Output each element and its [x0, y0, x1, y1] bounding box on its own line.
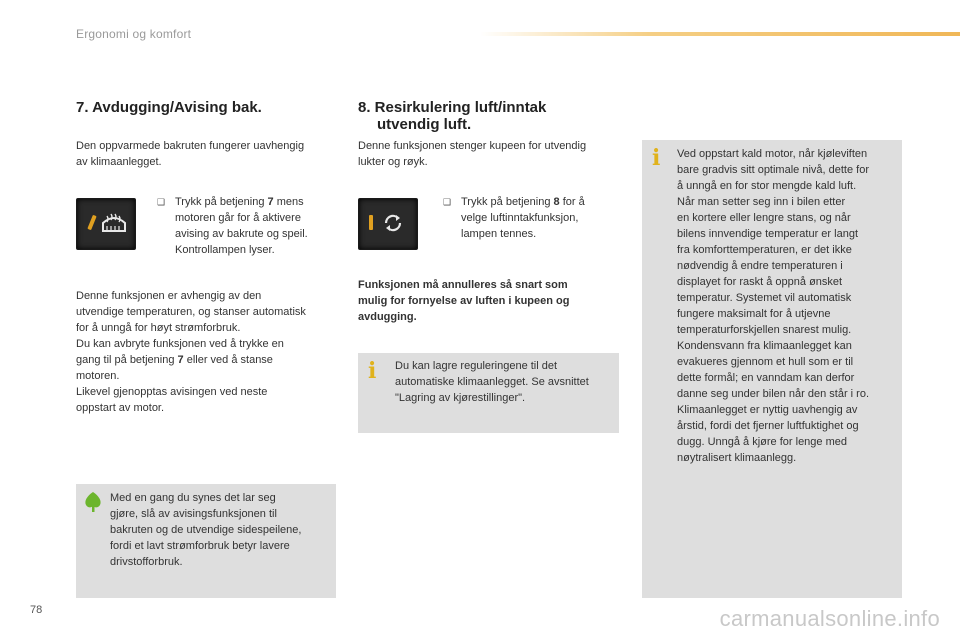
text-line: dette formål; en vanndam kan derfor: [677, 372, 855, 384]
section-title: Ergonomi og komfort: [76, 27, 192, 41]
text-line: fordi et lavt strømforbruk betyr lavere: [110, 540, 290, 552]
text-line: danne seg under bilen når den står i ro.: [677, 388, 870, 400]
eco-tip-text: [110, 490, 332, 570]
text-line: dugg. Unngå å kjøre for lenge med: [677, 436, 847, 448]
info-icon: i: [368, 358, 377, 384]
text-line: mulig for fornyelse av luften i kupeen og: [358, 295, 570, 307]
text-line: nødvendig å endre temperaturen i: [677, 260, 843, 272]
recirculation-instruction: [443, 194, 621, 242]
rear-window-heat-icon: [101, 211, 127, 233]
text-line: displayet for raskt å oppnå ønsket: [677, 276, 843, 288]
text-line: lukter og røyk.: [358, 156, 428, 168]
bullet-icon: ❑: [443, 197, 452, 207]
text-line: velge luftinntakfunksjon,: [461, 212, 579, 224]
indicator-lamp: [87, 215, 96, 230]
climate-info-box: [642, 140, 902, 598]
text-line: Denne funksjonen er avhengig av den: [76, 290, 262, 302]
text-line: lampen tennes.: [461, 228, 537, 240]
text-line: av klimaanlegget.: [76, 156, 162, 168]
text-line: Når man setter seg inn i bilen etter: [677, 196, 846, 208]
heading-recirculation: [358, 99, 618, 133]
text-line: avising av bakrute og speil.: [175, 228, 308, 240]
text-line: Ved oppstart kald motor, når kjøleviften: [677, 148, 868, 160]
climate-info-text: [677, 146, 899, 466]
recirculation-warning: [358, 277, 628, 325]
text-line: Med en gang du synes det lar seg: [110, 492, 276, 504]
text-line: gang til på betjening 7 eller ved å stanse: [76, 354, 273, 366]
memory-info-text: [395, 358, 615, 406]
text-line: avdugging.: [358, 311, 417, 323]
text-line: "Lagring av kjørestillinger".: [395, 392, 526, 404]
bullet-icon: ❑: [157, 197, 166, 207]
page-number: 78: [30, 604, 43, 616]
heading-line: 8. Resirkulering luft/inntak: [358, 99, 547, 116]
text-line: bakruten og de utvendige sidespeilene,: [110, 524, 302, 536]
text-line: drivstofforbruk.: [110, 556, 183, 568]
text-line: Du kan avbryte funksjonen ved å trykke en: [76, 338, 284, 350]
eco-leaf-icon: [83, 491, 103, 513]
text-line: Klimaanlegget er nyttig uavhengig av: [677, 404, 858, 416]
text-line: fungere maksimalt for å utjevne: [677, 308, 831, 320]
text-line: Kontrollampen lyser.: [175, 244, 275, 256]
memory-info-box: [358, 353, 619, 433]
recirculation-button-image: [358, 198, 418, 250]
text-line: nøytralisert klimaanlegg.: [677, 452, 797, 464]
text-line: temperatur. Systemet vil automatisk: [677, 292, 852, 304]
text-line: utvendige temperaturen, og stanser automatisk: [76, 306, 306, 318]
watermark: carmanualsonline.info: [719, 606, 940, 631]
header-accent-bar: [480, 32, 960, 36]
rear-demist-instruction: [157, 194, 345, 258]
text-line: motoren.: [76, 370, 120, 382]
rear-demist-button-image: [76, 198, 136, 250]
text-line: årstid, fordi det fjerner luftfuktighet og: [677, 420, 859, 432]
text-line: Kondensvann fra klimaanlegget kan: [677, 340, 852, 352]
rear-demist-intro: [76, 138, 346, 170]
text-line: en kortere eller lengre stans, og når: [677, 212, 851, 224]
heading-line: utvendig luft.: [377, 116, 472, 133]
text-line: oppstart av motor.: [76, 402, 165, 414]
text-line: å unngå en for stor mengde kald luft.: [677, 180, 857, 192]
text-line: evakueres gjennom et hull som er til: [677, 356, 854, 368]
text-line: fra komforttemperaturen, er det ikke: [677, 244, 852, 256]
text-line: Den oppvarmede bakruten fungerer uavhengig: [76, 140, 305, 152]
text-line: automatiske klimaanlegget. Se avsnittet: [395, 376, 589, 388]
text-line: motoren går for å aktivere: [175, 212, 301, 224]
text-line: bilens innvendige temperatur er langt: [677, 228, 859, 240]
text-line: temperaturforskjellen snarest mulig.: [677, 324, 852, 336]
text-line: bare gradvis sitt optimale nivå, dette for: [677, 164, 869, 176]
text-line: Likevel gjenopptas avisingen ved neste: [76, 386, 268, 398]
text-line: Denne funksjonen stenger kupeen for utvendig: [358, 140, 587, 152]
text-line: Trykk på betjening 7 mens: [175, 196, 304, 208]
text-line: Trykk på betjening 8 for å: [461, 196, 585, 208]
recirculation-icon: [381, 211, 405, 235]
text-line: for å unngå for høyt strømforbruk.: [76, 322, 241, 334]
text-line: gjøre, slå av avisingsfunksjonen til: [110, 508, 277, 520]
text-line: Du kan lagre reguleringene til det: [395, 360, 558, 372]
info-icon: i: [652, 145, 661, 171]
eco-tip-box: [76, 484, 336, 598]
rear-demist-body: [76, 288, 346, 416]
text-line: Funksjonen må annulleres så snart som: [358, 279, 568, 291]
heading-rear-demist: 7. Avdugging/Avising bak.: [76, 99, 262, 116]
recirculation-intro: [358, 138, 628, 170]
indicator-lamp: [369, 215, 373, 230]
